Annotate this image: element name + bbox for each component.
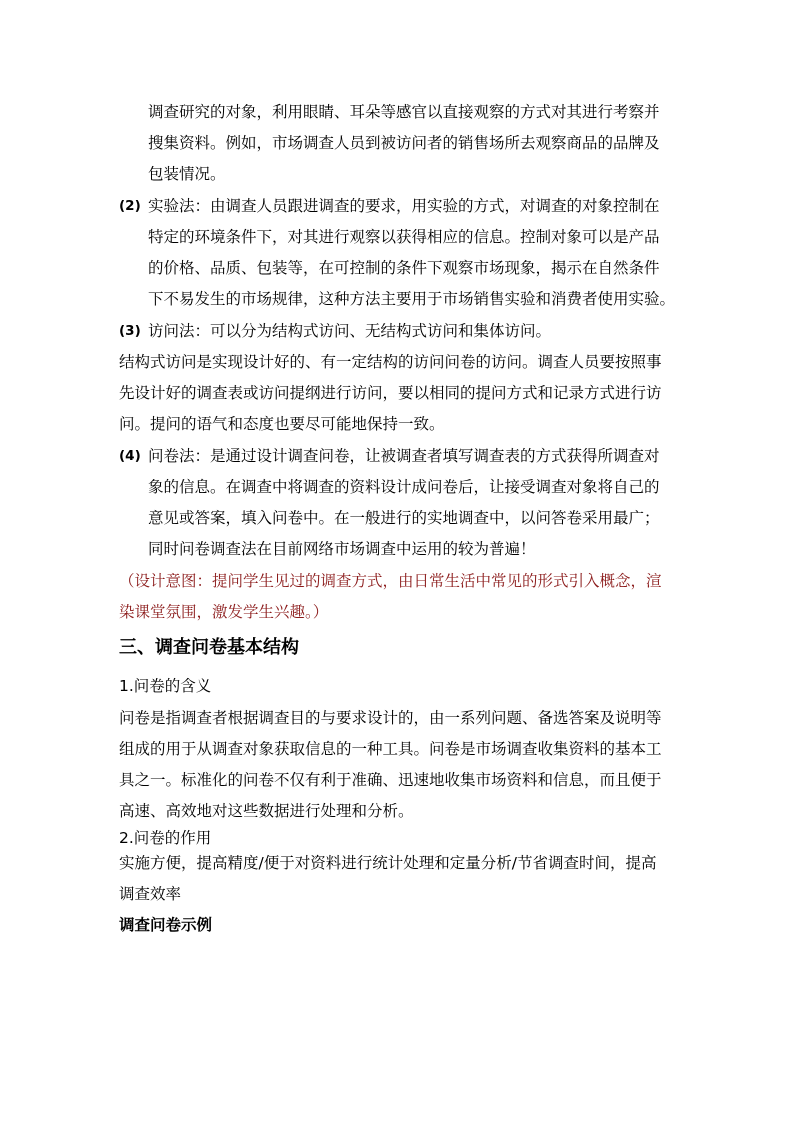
design-note-line: （设计意图：提问学生见过的调查方式，由日常生活中常见的形式引入概念，渲 <box>119 572 662 590</box>
section-heading: 三、调查问卷基本结构 <box>119 637 299 658</box>
list-number: (2) <box>119 198 141 214</box>
paragraph-line: 问卷法：是通过设计调查问卷，让被调查者填写调查表的方式获得所调查对 <box>148 447 660 465</box>
paragraph-line: 特定的环境条件下，对其进行观察以获得相应的信息。控制对象可以是产品 <box>148 228 660 246</box>
paragraph-line: 下不易发生的市场规律，这种方法主要用于市场销售实验和消费者使用实验。 <box>148 290 676 308</box>
paragraph-line: 包装情况。 <box>148 165 226 183</box>
paragraph-line: 象的信息。在调查中将调查的资料设计成问卷后，让接受调查对象将自己的 <box>148 478 660 496</box>
paragraph-line: 高速、高效地对这些数据进行处理和分析。 <box>119 802 414 820</box>
paragraph-line: 调查研究的对象，利用眼睛、耳朵等感官以直接观察的方式对其进行考察并 <box>148 103 660 121</box>
paragraph-line: 同时问卷调查法在目前网络市场调查中运用的较为普遍！ <box>148 540 536 558</box>
paragraph-line: 实施方便，提高精度/便于对资料进行统计处理和定量分析/节省调查时间，提高 <box>119 854 657 872</box>
paragraph-line: 结构式访问是实现设计好的、有一定结构的访问问卷的访问。调查人员要按照事 <box>119 353 662 371</box>
paragraph-line: 具之一。标准化的问卷不仅有利于准确、迅速地收集市场资料和信息，而且便于 <box>119 771 662 789</box>
paragraph-line: 组成的用于从调查对象获取信息的一种工具。问卷是市场调查收集资料的基本工 <box>119 740 662 758</box>
paragraph-line: 问。提问的语气和态度也要尽可能地保持一致。 <box>119 415 445 433</box>
paragraph-line: 实验法：由调查人员跟进调查的要求，用实验的方式，对调查的对象控制在 <box>148 197 660 215</box>
design-note-line: 染课堂氛围，激发学生兴趣。） <box>119 603 329 621</box>
paragraph-line: 访问法：可以分为结构式访问、无结构式访问和集体访问。 <box>148 322 552 340</box>
paragraph-line: 先设计好的调查表或访问提纲进行访问，要以相同的提问方式和记录方式进行访 <box>119 384 662 402</box>
paragraph-line: 意见或答案，填入问卷中。在一般进行的实地调查中，以问答卷采用最广； <box>148 509 660 527</box>
list-number: (4) <box>119 448 141 464</box>
paragraph-line: 的价格、品质、包装等，在可控制的条件下观察市场现象，揭示在自然条件 <box>148 259 660 277</box>
paragraph-line: 搜集资料。例如，市场调查人员到被访问者的销售场所去观察商品的品牌及 <box>148 134 660 152</box>
subsection-title: 1.问卷的含义 <box>119 677 212 695</box>
paragraph-line: 调查效率 <box>119 885 182 903</box>
subsection-title: 2.问卷的作用 <box>119 829 212 847</box>
example-heading: 调查问卷示例 <box>119 916 213 934</box>
list-number: (3) <box>119 323 141 339</box>
paragraph-line: 问卷是指调查者根据调查目的与要求设计的，由一系列问题、备选答案及说明等 <box>119 709 662 727</box>
